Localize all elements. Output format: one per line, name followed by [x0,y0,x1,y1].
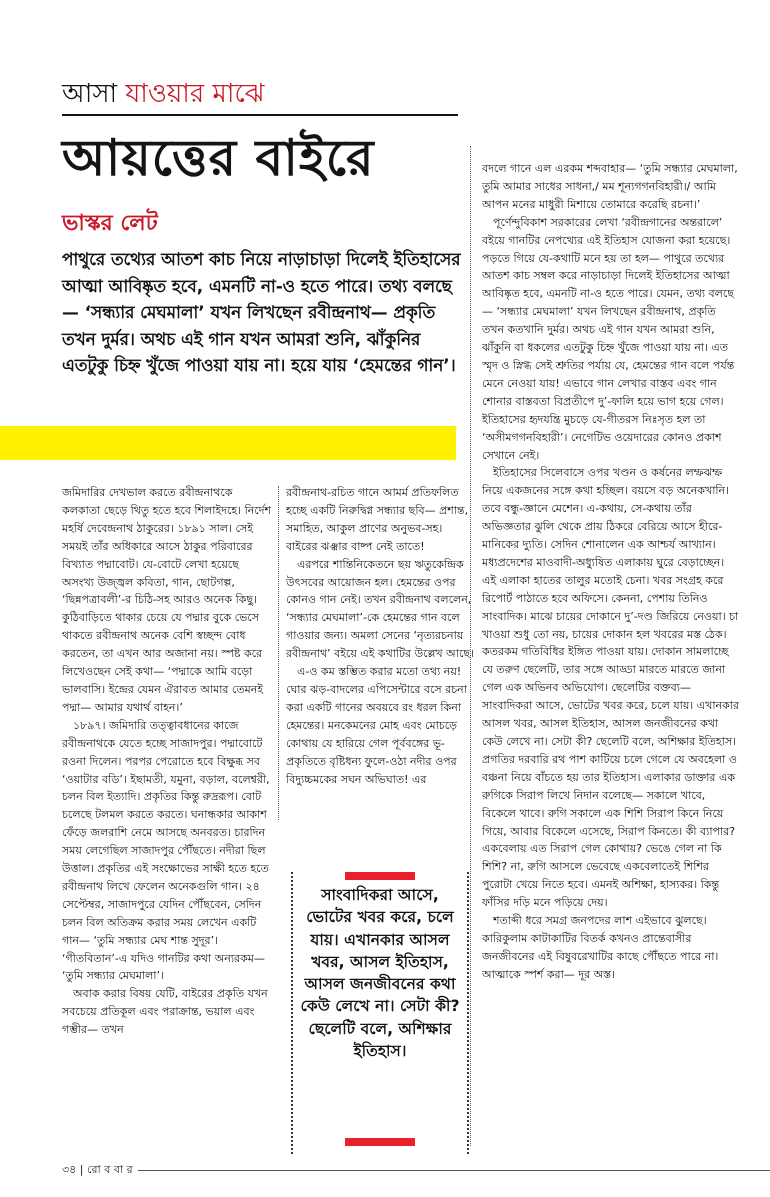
kicker-part2: যাওয়ার মাঝে [125,79,265,109]
paragraph: রবীন্দ্রনাথ-রচিত গানে আমর্ম প্রতিফলিত হচ্ছে একটি নিরুদ্বিগ্ন সন্ধ্যার ছবি— প্রশান্ত, সমাহিত, আকুল প্রাণের অনুভব-সহ। বাইরের ঝঞ্ঝার বাষ্প নেই তাতে! [286,486,469,553]
kicker-part1: আসা [62,79,126,109]
article-column-2 [286,484,476,788]
headline: আয়ত্তের বাইরে [62,129,375,187]
paragraph: ইতিহাসের সিলেবাসে ওপর খণ্ডন ও কর্ষনের লম্ফঝম্ফ নিয়ে একজনের সঙ্গে কথা হচ্ছিল। বয়সে বড় অনেকখানি। তবে বন্ধু-জ্ঞানে মেশেন। এ-কথায়, সে-কথায় তাঁর অভিজ্ঞতার ঝুলি থেকে প্রায় ঠিকরে বেরিয়ে আসে হীরে-মানিকের দ্যুতি। সেদিন শোনালেন এক আশ্চর্য আখ্যান। মধ্যপ্রদেশের মাওবাদী-অধ্যুষিত এলাকায় ঘুরে বেড়াচ্ছেন। এই এলাকা হাতের তালুর মতোই চেনা। খবর সংগ্রহ করে রিপোর্ট পাঠাতে হবে অফিসে। কেননা, পেশায় তিনিও সাংবাদিক। মাঝে চায়ের দোকানে দু’-দণ্ড জিরিয়ে নেওয়া। চা খাওয়া শুধু তো নয়, চায়ের দোকান হল খবরের মস্ত ঠেক। কতরকম গতিবিধির ইঙ্গিত পাওয়া যায়। দোকান সামলাচ্ছে যে তরুণ ছেলেটি, তার সঙ্গে আড্ডা মারতে মারতে জানা গেল এক অভিনব অভিযোগ। ছেলেটির বক্তব্য— সাংবাদিকরা আসে, ভোটের খবর করে, চলে যায়। এখানকার আসল খবর, আসল ইতিহাস, আসল জনজীবনের কথা কেউ লেখে না। সেটা কী? ছেলেটি বলে, অশিক্ষার ইতিহাস। প্রগতির দরবারি রথ পাশ কাটিয়ে চলে গেলে যে অবহেলা ও বঞ্চনা নিয়ে বাঁচতে হয় তার ইতিহাস। এলাকার ডাক্তার এক রুগিকে সিরাপ লিখে নিদান বলেছে— সকালে খাবে, বিকেলে খাবে। রুগি সকালে এক শিশি সিরাপ কিনে নিয়ে গিয়ে, আবার বিকেলে এসেছে, সিরাপ কিনতে। কী ব্যাপার? একবেলায় এত সিরাপ গেল কোথায়? ভেঙে গেল না কি শিশি? না, রুগি আসলে ভেবেছে একবেলাতেই শিশির পুরোটা খেয়ে নিতে হবে। এমনই অশিক্ষা, হাস্যকর। কিন্তু ফাঁসির দড়ি মনে পড়িয়ে দেয়। [482,466,740,910]
paragraph: ১৮৯৭। জমিদারি তত্ত্বাবধানের কাজে রবীন্দ্রনাথকে যেতে হচ্ছে সাজাদপুর। পদ্মাবোটে রওনা দিলেন। পরপর পেরোতে হবে বিক্ষুব্ধ সব ‘ওয়াটার বডি’। ইছামতী, যমুনা, বড়াল, বলেশ্বরী, চলন বিল ইত্যাদি। প্রকৃতির কিন্তু রুদ্ররূপ। বোট চলেছে টলমল করতে করতে। ঘনান্ধকার আকাশ ফেঁড়ে জলরাশি নেমে আসছে অনবরত। চারদিন সময় লেগেছিল সাজাদপুর পৌঁছতে। নদীরা ছিল উত্তাল। প্রকৃতির এই সংক্ষোভের সাক্ষী হতে হতে রবীন্দ্রনাথ লিখে ফেলেন অনেকগুলি গান। ২৪ সেপ্টেম্বর, সাজাদপুরে যেদিন পৌঁছবেন, সেদিন চলন বিল অতিক্রম করার সময় লেখেন একটি গান— ‘তুমি সন্ধ্যার মেঘ শান্ত সুদূর’। ‘গীতবিতান’-এ যদিও গানটির কথা অন্যরকম— ‘তুমি সন্ধ্যার মেঘমালা’। [62,718,270,983]
standfirst: পাথুরে তথ্যের আতশ কাচ নিয়ে নাড়াচাড়া দিলেই ইতিহাসের আত্মা আবিষ্কৃত হবে, এমনটি না-ও হতে পারে। তথ্য বলছে— ‘সন্ধ্যার মেঘমালা’ যখন লিখছেন রবীন্দ্রনাথ— প্রকৃতি তখন দুর্মর। অথচ এই গান যখন আমরা শুনি, ঝাঁকুনির এতটুকু চিহ্ন খুঁজে পাওয়া যায় না। হয়ে যায় ‘হেমন্তের গান’। [62,249,461,375]
paragraph: বদলে গানে এল এরকম শব্দবাহার— ‘তুমি সন্ধ্যার মেঘমালা, তুমি আমার সাধের সাধনা,/ মম শূন্যগগনবিহারী।/ আমি আপন মনের মাধুরী মিশায়ে তোমারে করেছি রচনা।’ [482,162,738,211]
pull-quote-top-bar [345,872,415,880]
paragraph: জমিদারির দেখভাল করতে রবীন্দ্রনাথকে কলকাতা ছেড়ে থিতু হতে হবে শিলাইদহে। নির্দেশ মহর্ষি দেবেন্দ্রনাথ ঠাকুরের। ১৮৯১ সাল। সেই সময়ই তাঁর অধিকারে আসে ঠাকুর পরিবারের বিখ্যাত পদ্মাবোট। যে-বোটে লেখা হয়েছে অসংখ্য উজ্জ্বল কবিতা, গান, ছোটগল্প, ‘ছিন্নপত্রাবলী’-র চিঠি-সহ আরও অনেক কিছু। কুঠিবাড়িতে থাকার চেয়ে যে পদ্মার বুকে ভেসে থাকতে রবীন্দ্রনাথ অনেক বেশি স্বচ্ছন্দ বোধ করতেন, তা এখন আর অজানা নয়। স্পষ্ট করে লিখেওছেন সেই কথা— ‘পদ্মাকে আমি বড়ো ভালবাসি। ইন্দ্রের যেমন ঐরাবত আমার তেমনই পদ্মা— আমার যথার্থ বাহন।’ [62,486,271,714]
kicker [62,78,265,110]
footer-rule [138,1170,770,1171]
column-divider [470,146,471,1146]
paragraph: এ-ও কম স্তম্ভিত করার মতো তথ্য নয়! ঘোর ঝড়-বাদলের এপিসেন্টারে বসে রচনা করা একটি গানের অবয়বে রং ধরল কিনা হেমন্তের। মনকেমনের মোহ এবং মোচড়ে কোথায় যে হারিয়ে গেল পূর্ববঙ্গের ভূ-প্রকৃতিতে বৃষ্টিধন্য ফুলে-ওঠা নদীর ওপর বিদ্যুচ্চমকের সঘন অভিঘাত! এর [286,665,467,786]
pull-quote-bottom-bar [345,1138,415,1146]
page-footer [62,1163,133,1177]
paragraph: শতাব্দী ধরে সমগ্র জনপদের লাশ এইভাবে ঝুলছে। কারিকুলাম কাটাকাটির বিতর্ক কখনও প্রান্তেবাসীর জনজীবনের এই বিষুবরেখাটির কাছে পৌঁছতে পারে না। আত্মাকে স্পর্শ করা— দূর অস্ত। [482,914,719,981]
yellow-highlight-bar [0,426,456,460]
column-divider [278,486,279,820]
footer-separator: | [79,1163,84,1176]
byline: ভাস্কর লেট [62,211,158,236]
kicker-rule [62,114,458,116]
paragraph: পূর্ণেন্দুবিকাশ সরকারের লেখা ‘রবীন্দ্রগানের অন্তরালে’ বইয়ে গানটির নেপথ্যের এই ইতিহাস যোজনা করা হয়েছে। পড়তে গিয়ে যে-কথাটি মনে হয় তা হল— পাথুরে তথ্যের আতশ কাচ সম্বল করে নাড়াচাড়া দিলেই ইতিহাসের আত্মা আবিষ্কৃত হবে, এমনটি না-ও হতে পারে। যেমন, তথ্য বলছে— ‘সন্ধ্যার মেঘমালা’ যখন লিখছেন রবীন্দ্রনাথ, প্রকৃতি তখন কতখানি দুর্মর। অথচ এই গান যখন আমরা শুনি, ঝাঁকুনি বা ধকলের এতটুকু চিহ্ন খুঁজে পাওয়া যায় না। এত স্মৃদ ও স্নিগ্ধ সেই শ্রুতির পর্যায় যে, হেমন্তের গান বলে পর্যন্ত মেনে নেওয়া যায়! এভাবে গান লেখার বাস্তব এবং গান শোনার বাস্তবতা বিপ্রতীপে দু’-ফালি হয়ে ভাগ হয়ে গেল। ইতিহাসের হৃদযন্ত্রি মুচড়ে যে-গীতরস নিঃসৃত হল তা ‘অসীমগগনবিহারী’। নেগেটিভ ওয়েদারের কোনও প্রকাশ সেখানে নেই। [482,215,735,462]
paragraph: এরপরে শান্তিনিকেতনে ছয় ঋতুকেন্দ্রিক উৎসবের আয়োজন হল। হেমন্তের ওপর কোনও গান নেই। তখন রবীন্দ্রনাথ বললেন, ‘সন্ধ্যার মেঘমালা’-কে হেমন্তের গান বলে গাওয়ার জন্য। অমলা সেনের ‘নৃত্যরচনায় রবীন্দ্রনাথ’ বইয়ে এই কথাটির উল্লেখ আছে। [286,557,474,661]
article-column-1 [62,484,272,1039]
pull-quote-text: সাংবাদিকরা আসে, ভোটের খবর করে, চলে যায়। এখানকার আসল খবর, আসল ইতিহাস, আসল জনজীবনের কথা কেউ লেখে না। সেটা কী? ছেলেটি বলে, অশিক্ষার ইতিহাস। [300,886,460,1061]
section-name: রো ব বা র [87,1163,133,1176]
article-column-3 [482,160,740,984]
page-number: ৩৪ [62,1163,77,1176]
pull-quote [291,872,469,1154]
paragraph: অবাক করার বিষয় যেটি, বাইরের প্রকৃতি যখন সবচেয়ে প্রতিকূল এবং পরাক্রান্ত, ভয়াল এবং গম্ভীর— তখন [62,987,268,1037]
